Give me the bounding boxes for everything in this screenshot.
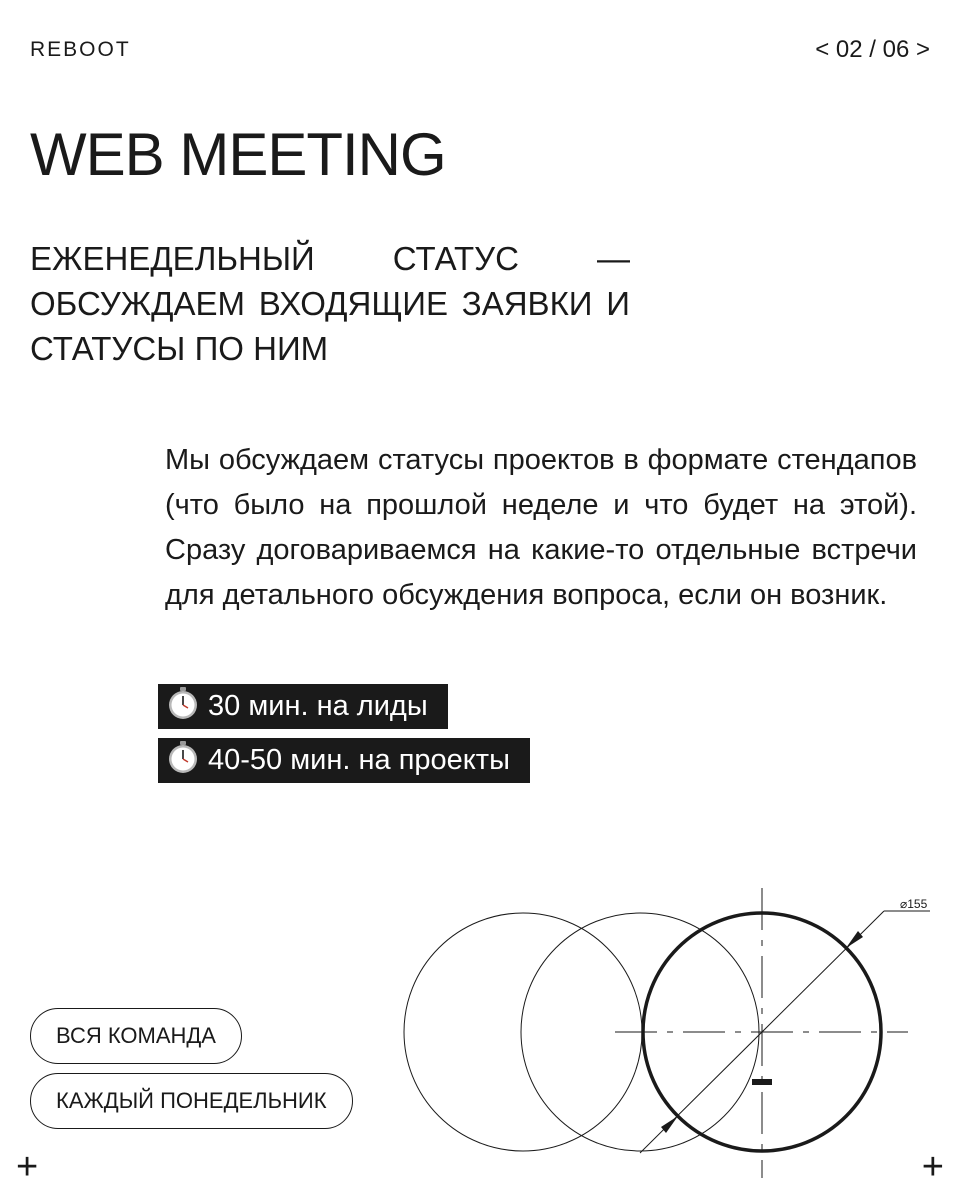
dimension-label: ⌀155: [900, 897, 928, 911]
plus-icon: +: [16, 1146, 39, 1188]
logo: REBOOT: [30, 38, 131, 61]
plus-icon: +: [921, 1146, 944, 1188]
outline-circle-left: [404, 913, 642, 1151]
description: Мы обсуждаем статусы проектов в формате стендапов (что было на прошлой неделе и что будет на этой). Сразу договариваемся на какие-то отдельные встречи для детального обсуждения вопроса, если он возник.: [165, 444, 917, 611]
marker-dash: [752, 1079, 772, 1085]
arrowhead-bottom: [661, 1116, 678, 1133]
duration-tag-label: 40-50 мин. на проекты: [208, 744, 510, 776]
duration-tag-label: 30 мин. на лиды: [208, 690, 428, 722]
page-title: WEB MEETING: [30, 121, 446, 188]
arrowhead-top: [846, 931, 863, 948]
schedule-pill: КАЖДЫЙ ПОНЕДЕЛЬНИК: [30, 1073, 353, 1129]
team-pill: ВСЯ КОМАНДА: [30, 1008, 242, 1064]
subtitle: ЕЖЕНЕДЕЛЬНЫЙ СТАТУС — ОБСУЖДАЕМ ВХОДЯЩИЕ ЗАЯВКИ И СТАТУСЫ ПО НИМ: [30, 240, 630, 367]
slide-pager[interactable]: < 02 / 06 >: [815, 36, 930, 63]
